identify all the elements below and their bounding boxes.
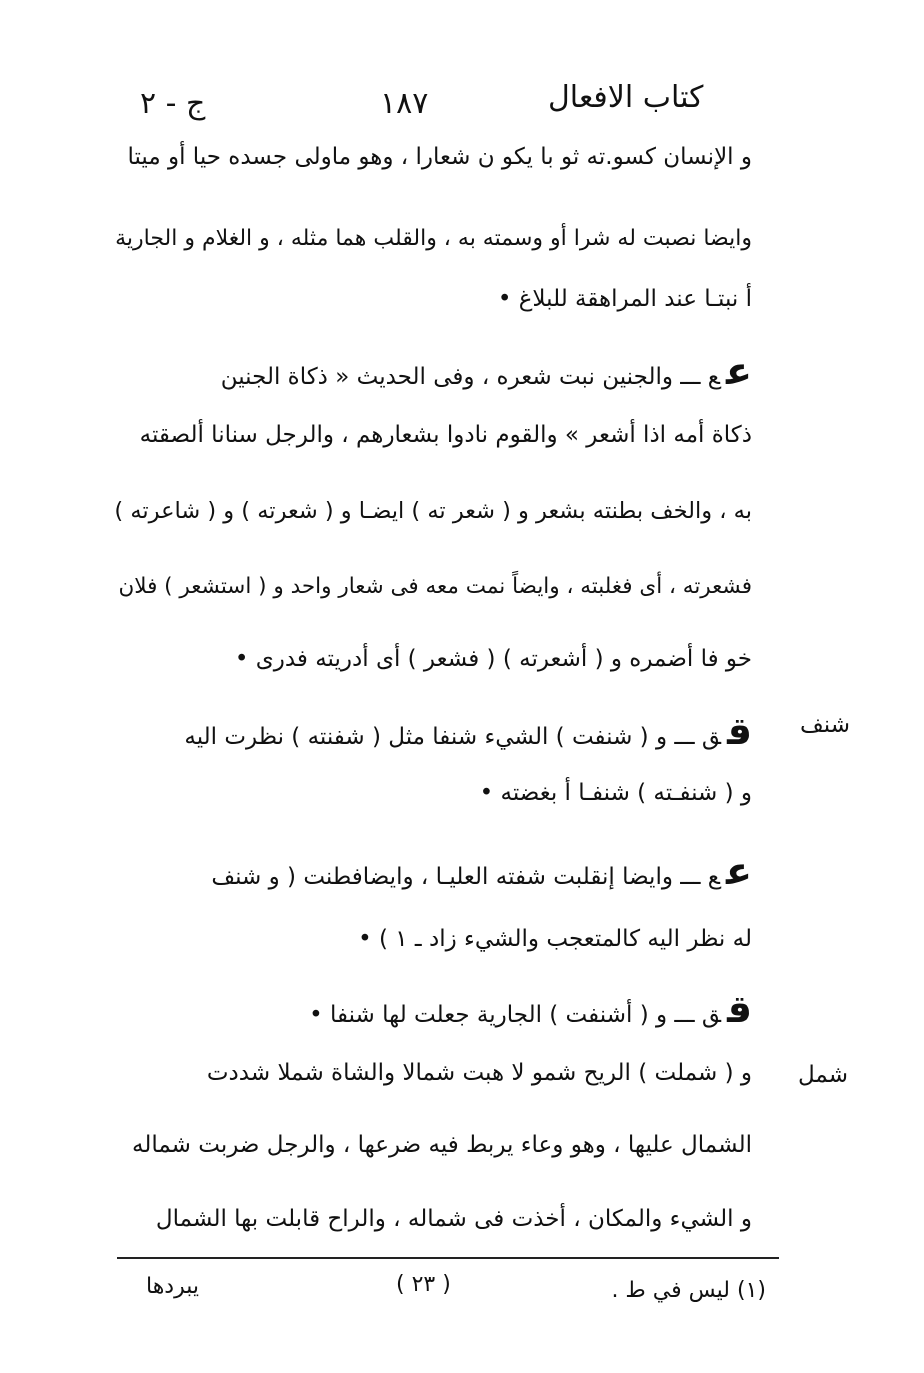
margin-entry-shanaf: شنف bbox=[800, 712, 851, 738]
text-line-11-content: ع ـــ وايضا إنقلبت شفته العليـا ، وايضافطنت ( و شنف bbox=[211, 864, 721, 890]
section-letter-qaf: ق bbox=[727, 709, 752, 753]
text-line-1: و الإنسان كسو.ته ثو با يكو ن شعارا ، وهو ماولى جسده حيا أو ميتا bbox=[127, 144, 752, 170]
margin-entry-shamal: شمل bbox=[798, 1062, 848, 1088]
text-line-15: الشمال عليها ، وهو وعاء يربط فيه ضرعها ، والرجل ضربت شماله bbox=[132, 1132, 752, 1158]
footnote: (١) ليس في ط . bbox=[611, 1278, 766, 1303]
catchword: يبردها bbox=[146, 1274, 200, 1299]
text-line-5: ذكاة أمه اذا أشعر » والقوم نادوا بشعارهم ، والرجل سنانا ألصقته bbox=[139, 422, 752, 448]
book-title: كتاب الافعال bbox=[548, 80, 704, 115]
text-line-7: فشعرته ، أى فغلبته ، وايضاً نمت معه فى شعار واحد و ( استشعر ) فلان bbox=[118, 574, 752, 599]
text-line-4 bbox=[220, 349, 752, 393]
text-line-10: و ( شنفـته ) شنفـا أ بغضته • bbox=[479, 780, 752, 806]
text-line-14: و ( شملت ) الريح شمو لا هبت شمالا والشاة شملا شددت bbox=[206, 1060, 752, 1086]
text-line-12: له نظر اليه كالمتعجب والشيء زاد ـ ١ ) • bbox=[358, 926, 752, 952]
page-number: ١٨٧ bbox=[380, 86, 429, 121]
text-line-2: وايضا نصبت له شرا أو وسمته به ، والقلب هما مثله ، و الغلام و الجارية bbox=[115, 226, 752, 251]
text-line-13 bbox=[309, 987, 752, 1031]
volume-label: ج - ٢ bbox=[140, 86, 206, 121]
signature-number: ( ٢٣ ) bbox=[396, 1272, 451, 1297]
footnote-rule bbox=[117, 1257, 779, 1259]
text-line-8: خو فا أضمره و ( أشعرته ) ( فشعر ) أى أدريته فدرى • bbox=[234, 646, 752, 672]
section-letter-ain: ع bbox=[726, 349, 752, 393]
section-letter-qaf-2: ق bbox=[727, 987, 752, 1031]
text-line-13-content: ق ـــ و ( أشنفت ) الجارية جعلت لها شنفا • bbox=[309, 1002, 722, 1028]
text-line-11 bbox=[211, 849, 752, 893]
section-letter-ain-2: ع bbox=[726, 849, 752, 893]
text-line-16: و الشيء والمكان ، أخذت فى شماله ، والراح قابلت بها الشمال bbox=[155, 1206, 752, 1232]
text-line-6: به ، والخف بطنته بشعر و ( شعر ته ) ايضـا و ( شعرته ) و ( شاعرته ) bbox=[114, 498, 752, 524]
text-line-9-content: ق ـــ و ( شنفت ) الشيء شنفا مثل ( شفنته ) نظرت اليه bbox=[184, 724, 722, 750]
text-line-9 bbox=[184, 709, 752, 753]
text-line-3: أ نبتـا عند المراهقة للبلاغ • bbox=[497, 286, 752, 312]
text-line-4-content: ع ـــ والجنين نبت شعره ، وفى الحديث « ذكاة الجنين bbox=[220, 364, 721, 390]
